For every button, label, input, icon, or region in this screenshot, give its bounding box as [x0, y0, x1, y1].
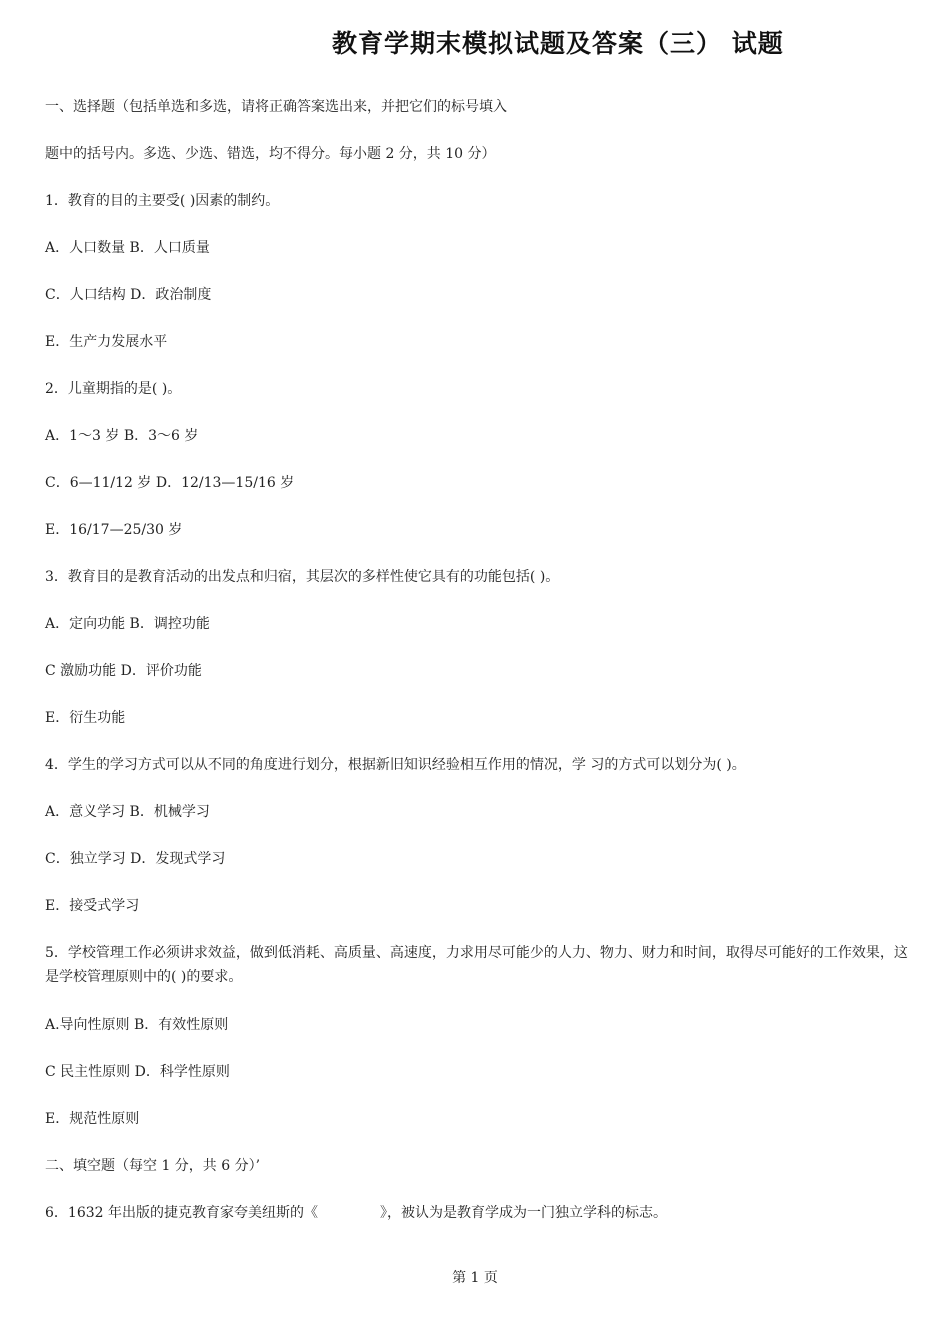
- document-body: [45, 95, 915, 1248]
- question-5-option-line: A.导向性原则 B．有效性原则: [45, 1017, 229, 1033]
- question-3-option-line: C 激励功能 D．评价功能: [45, 663, 202, 679]
- question-4: 4．学生的学习方式可以从不同的角度进行划分，根据新旧知识经验相互作用的情况，学 习的方式可以划分为( )。: [45, 757, 746, 773]
- question-1: 1．教育的目的主要受( )因素的制约。: [45, 193, 280, 209]
- question-5: 5．学校管理工作必须讲求效益，做到低消耗、高质量、高速度，力求用尽可能少的人力、物力、财力和时间，取得尽可能好的工作效果，这是学校管理原则中的( )的要求。: [45, 945, 908, 985]
- question-1-option-line: A．人口数量 B．人口质量: [45, 240, 210, 256]
- question-1-option-line: E．生产力发展水平: [45, 334, 168, 350]
- question-6-text-after-blank: 》，被认为是教育学成为一门独立学科的标志。: [380, 1205, 667, 1221]
- question-4-option-line: C．独立学习 D．发现式学习: [45, 851, 226, 867]
- section-1-heading-continued: 题中的括号内。多选、少选、错选，均不得分。每小题 2 分，共 10 分）: [45, 146, 496, 162]
- page-number: 第 1 页: [452, 1270, 498, 1286]
- question-3-option-line: A．定向功能 B．调控功能: [45, 616, 210, 632]
- question-1-option-line: C．人口结构 D．政治制度: [45, 287, 212, 303]
- page-title: 教育学期末模拟试题及答案（三） 试题: [332, 29, 784, 58]
- question-3: 3．教育目的是教育活动的出发点和归宿，其层次的多样性使它具有的功能包括( )。: [45, 569, 560, 585]
- question-5-option-line: E．规范性原则: [45, 1111, 140, 1127]
- question-2-option-line: E．16/17—25/30 岁: [45, 522, 183, 538]
- question-6: [45, 1201, 915, 1248]
- question-6-text-before-blank: 6．1632 年出版的捷克教育家夸美纽斯的《: [45, 1205, 318, 1221]
- question-2-option-line: A．1～3 岁 B．3～6 岁: [45, 428, 199, 444]
- section-2-heading: 二、填空题（每空 1 分，共 6 分）’: [45, 1158, 261, 1174]
- question-5-option-line: C 民主性原则 D．科学性原则: [45, 1064, 230, 1080]
- question-2-option-line: C．6—11/12 岁 D．12/13—15/16 岁: [45, 475, 295, 491]
- question-3-option-line: E．衍生功能: [45, 710, 126, 726]
- section-1-heading: 一、选择题（包括单选和多选，请将正确答案选出来，并把它们的标号填入: [45, 99, 507, 115]
- question-4-option-line: E．接受式学习: [45, 898, 140, 914]
- question-2: 2．儿童期指的是( )。: [45, 381, 182, 397]
- question-4-option-line: A．意义学习 B．机械学习: [45, 804, 210, 820]
